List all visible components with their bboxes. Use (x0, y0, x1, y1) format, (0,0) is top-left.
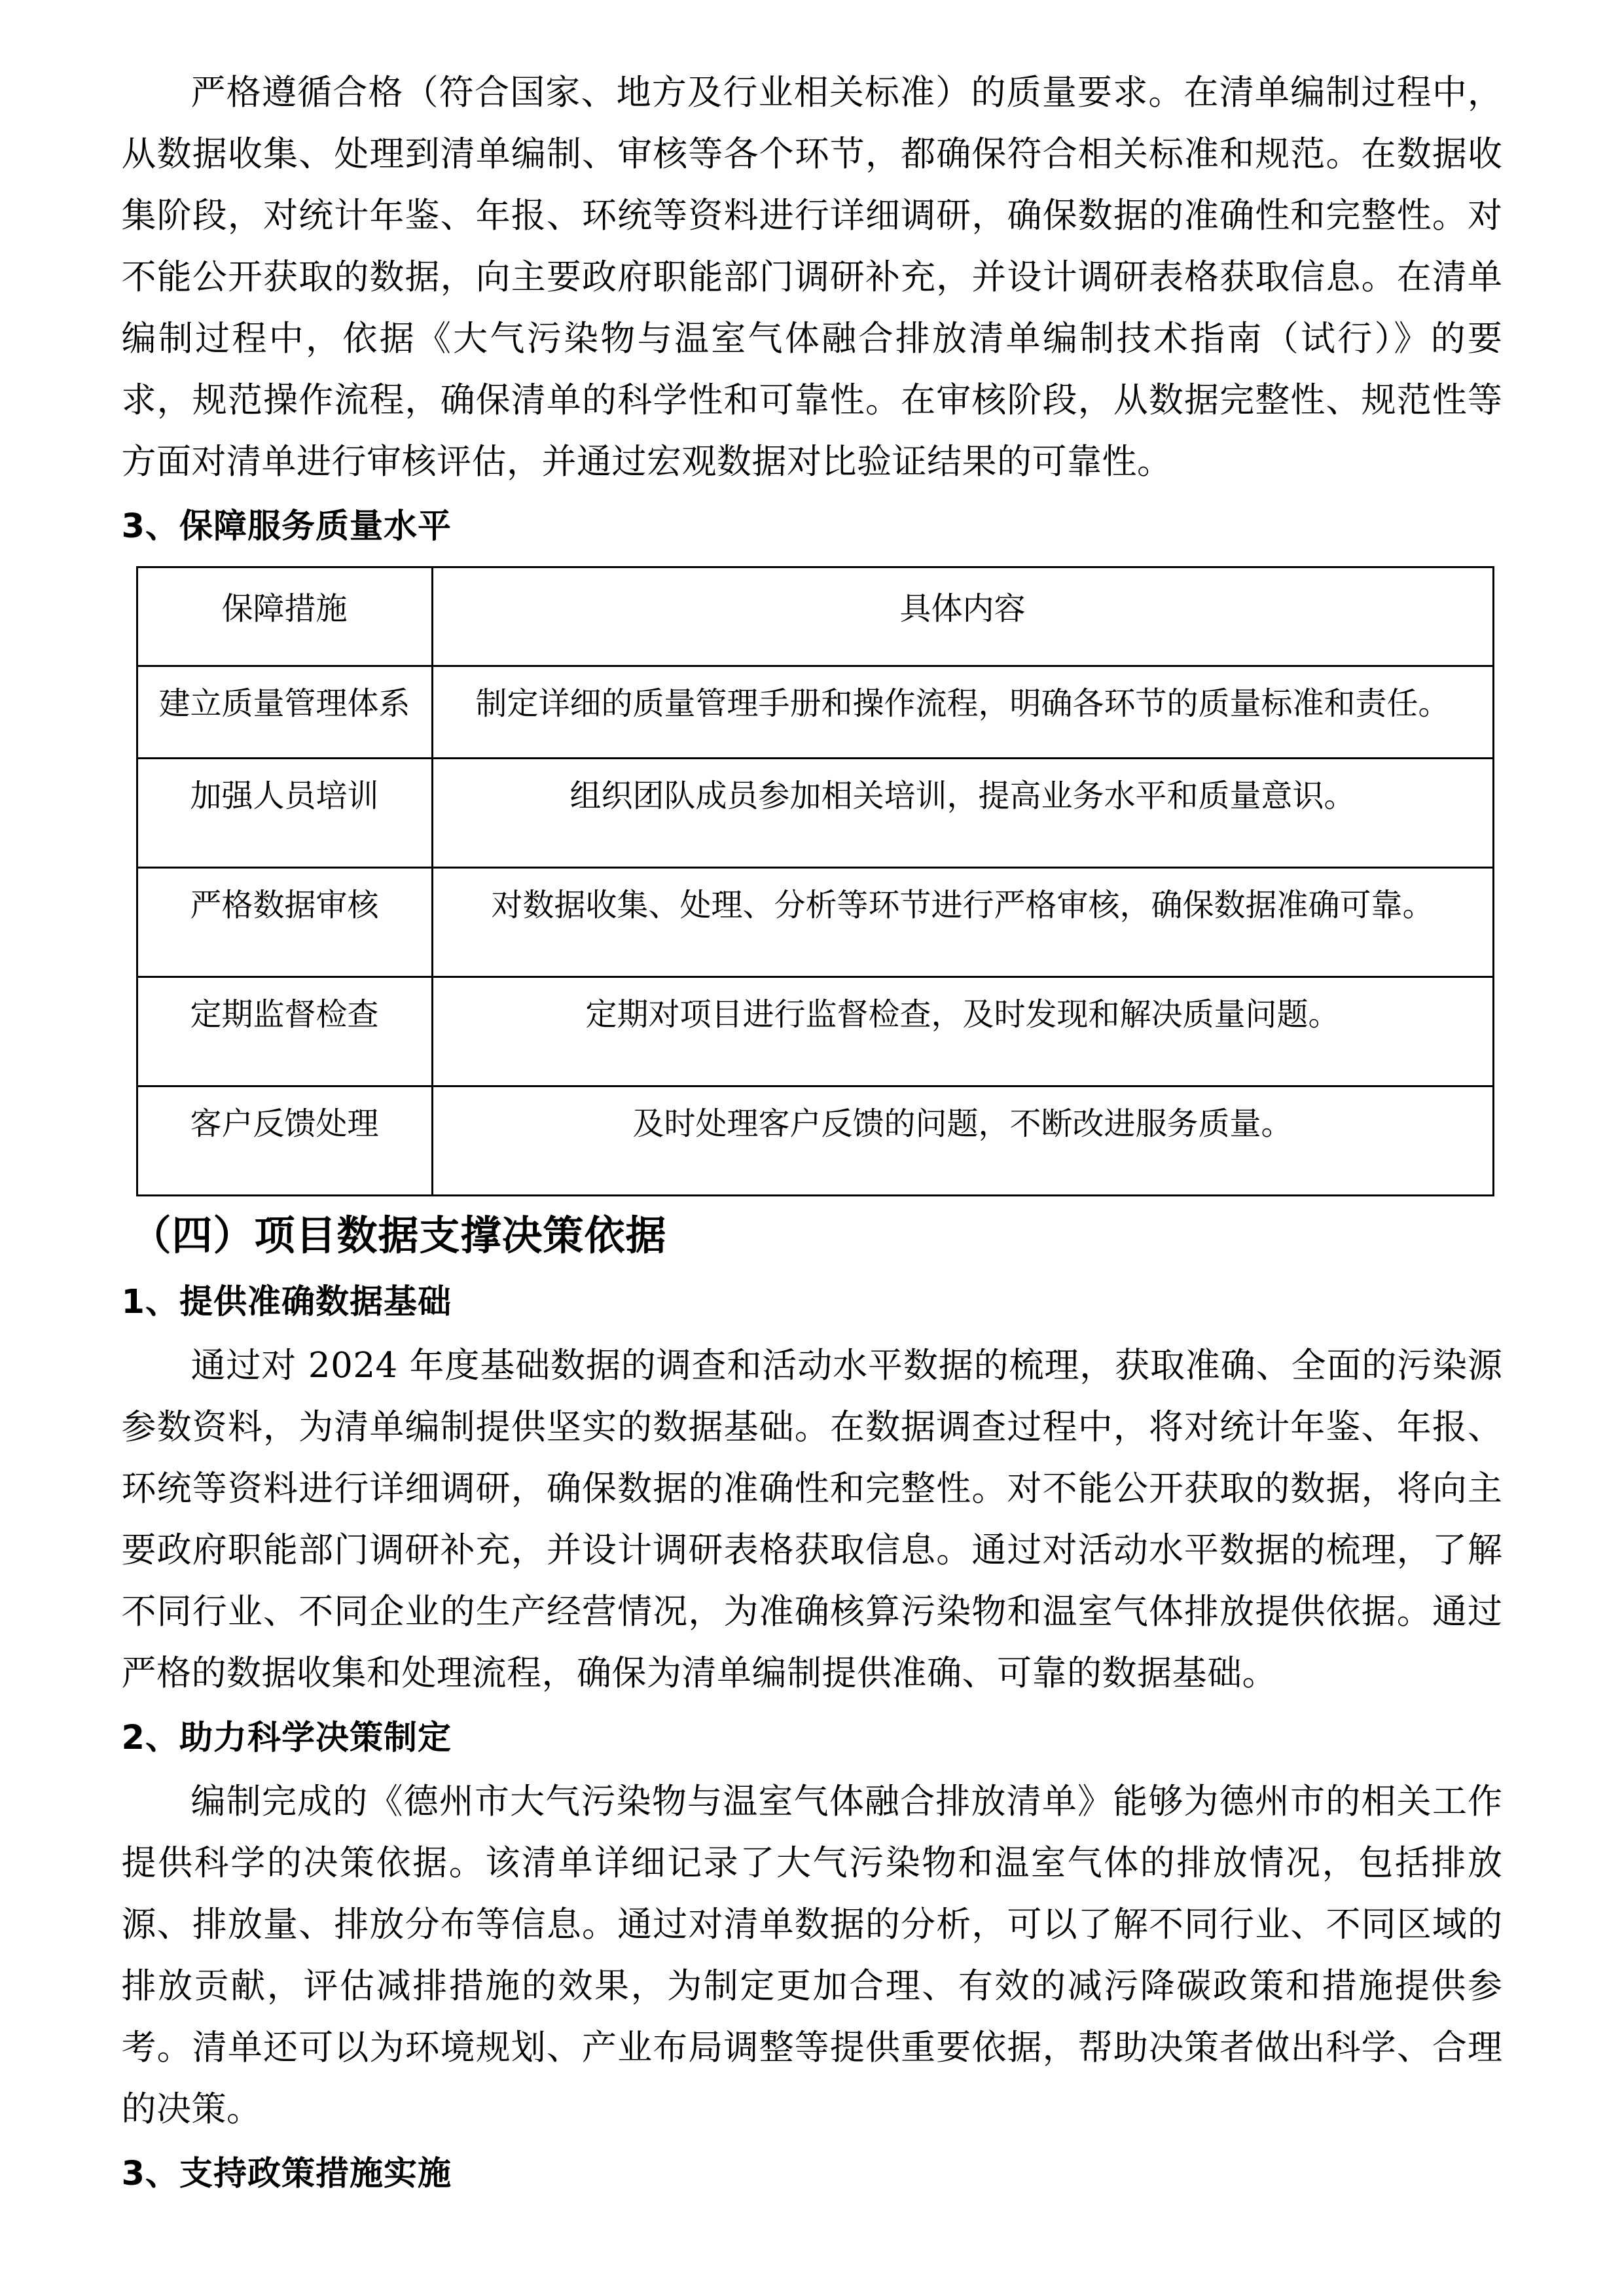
table-cell-detail: 对数据收集、处理、分析等环节进行严格审核，确保数据准确可靠。 (432, 868, 1493, 977)
table-cell-measure: 加强人员培训 (137, 759, 432, 868)
table-cell-measure: 定期监督检查 (137, 977, 432, 1086)
document-body (122, 62, 1503, 2204)
paragraph-accurate-data-basis: 通过对 2024 年度基础数据的调查和活动水平数据的梳理，获取准确、全面的污染源参数资料，为清单编制提供坚实的数据基础。在数据调查过程中，将对统计年鉴、年报、环统等资料进行详细调研，确保数据的准确性和完整性。对不能公开获取的数据，将向主要政府职能部门调研补充，并设计调研表格获取信息。通过对活动水平数据的梳理，了解不同行业、不同企业的生产经营情况，为准确核算污染物和温室气体排放提供依据。通过严格的数据收集和处理流程，确保为清单编制提供准确、可靠的数据基础。 (121, 1346, 1503, 1693)
table-row (137, 1086, 1493, 1196)
quality-measures-table (136, 566, 1494, 1196)
heading-provide-accurate-data: 1、提供准确数据基础 (121, 1283, 452, 1321)
table-header-detail: 具体内容 (432, 567, 1493, 666)
table-cell-measure: 建立质量管理体系 (137, 666, 432, 759)
heading-section-four-data-support: （四）项目数据支撑决策依据 (130, 1211, 667, 1259)
table-row (137, 759, 1493, 868)
table-row (137, 868, 1493, 977)
table-header-measure: 保障措施 (137, 567, 432, 666)
table-cell-measure: 严格数据审核 (137, 868, 432, 977)
table-row (137, 666, 1493, 759)
heading-assist-scientific-decision: 2、助力科学决策制定 (121, 1719, 452, 1757)
table-cell-detail: 及时处理客户反馈的问题，不断改进服务质量。 (432, 1086, 1493, 1196)
heading-guarantee-service-quality: 3、保障服务质量水平 (121, 507, 452, 546)
table-row (137, 977, 1493, 1086)
table-header-row (137, 567, 1493, 666)
table-cell-detail: 定期对项目进行监督检查，及时发现和解决质量问题。 (432, 977, 1493, 1086)
table-cell-detail: 组织团队成员参加相关培训，提高业务水平和质量意识。 (432, 759, 1493, 868)
table-cell-measure: 客户反馈处理 (137, 1086, 432, 1196)
paragraph-quality-compliance: 严格遵循合格（符合国家、地方及行业相关标准）的质量要求。在清单编制过程中，从数据收集、处理到清单编制、审核等各个环节，都确保符合相关标准和规范。在数据收集阶段，对统计年鉴、年报、环统等资料进行详细调研，确保数据的准确性和完整性。对不能公开获取的数据，向主要政府职能部门调研补充，并设计调研表格获取信息。在清单编制过程中，依据《大气污染物与温室气体融合排放清单编制技术指南（试行）》的要求，规范操作流程，确保清单的科学性和可靠性。在审核阶段，从数据完整性、规范性等方面对清单进行审核评估，并通过宏观数据对比验证结果的可靠性。 (121, 73, 1503, 482)
paragraph-scientific-decision: 编制完成的《德州市大气污染物与温室气体融合排放清单》能够为德州市的相关工作提供科学的决策依据。该清单详细记录了大气污染物和温室气体的排放情况，包括排放源、排放量、排放分布等信息。通过对清单数据的分析，可以了解不同行业、不同区域的排放贡献，评估减排措施的效果，为制定更加合理、有效的减污降碳政策和措施提供参考。清单还可以为环境规划、产业布局调整等提供重要依据，帮助决策者做出科学、合理的决策。 (121, 1782, 1503, 2129)
heading-support-policy-measures: 3、支持政策措施实施 (121, 2155, 452, 2193)
table-cell-detail: 制定详细的质量管理手册和操作流程，明确各环节的质量标准和责任。 (432, 666, 1493, 759)
